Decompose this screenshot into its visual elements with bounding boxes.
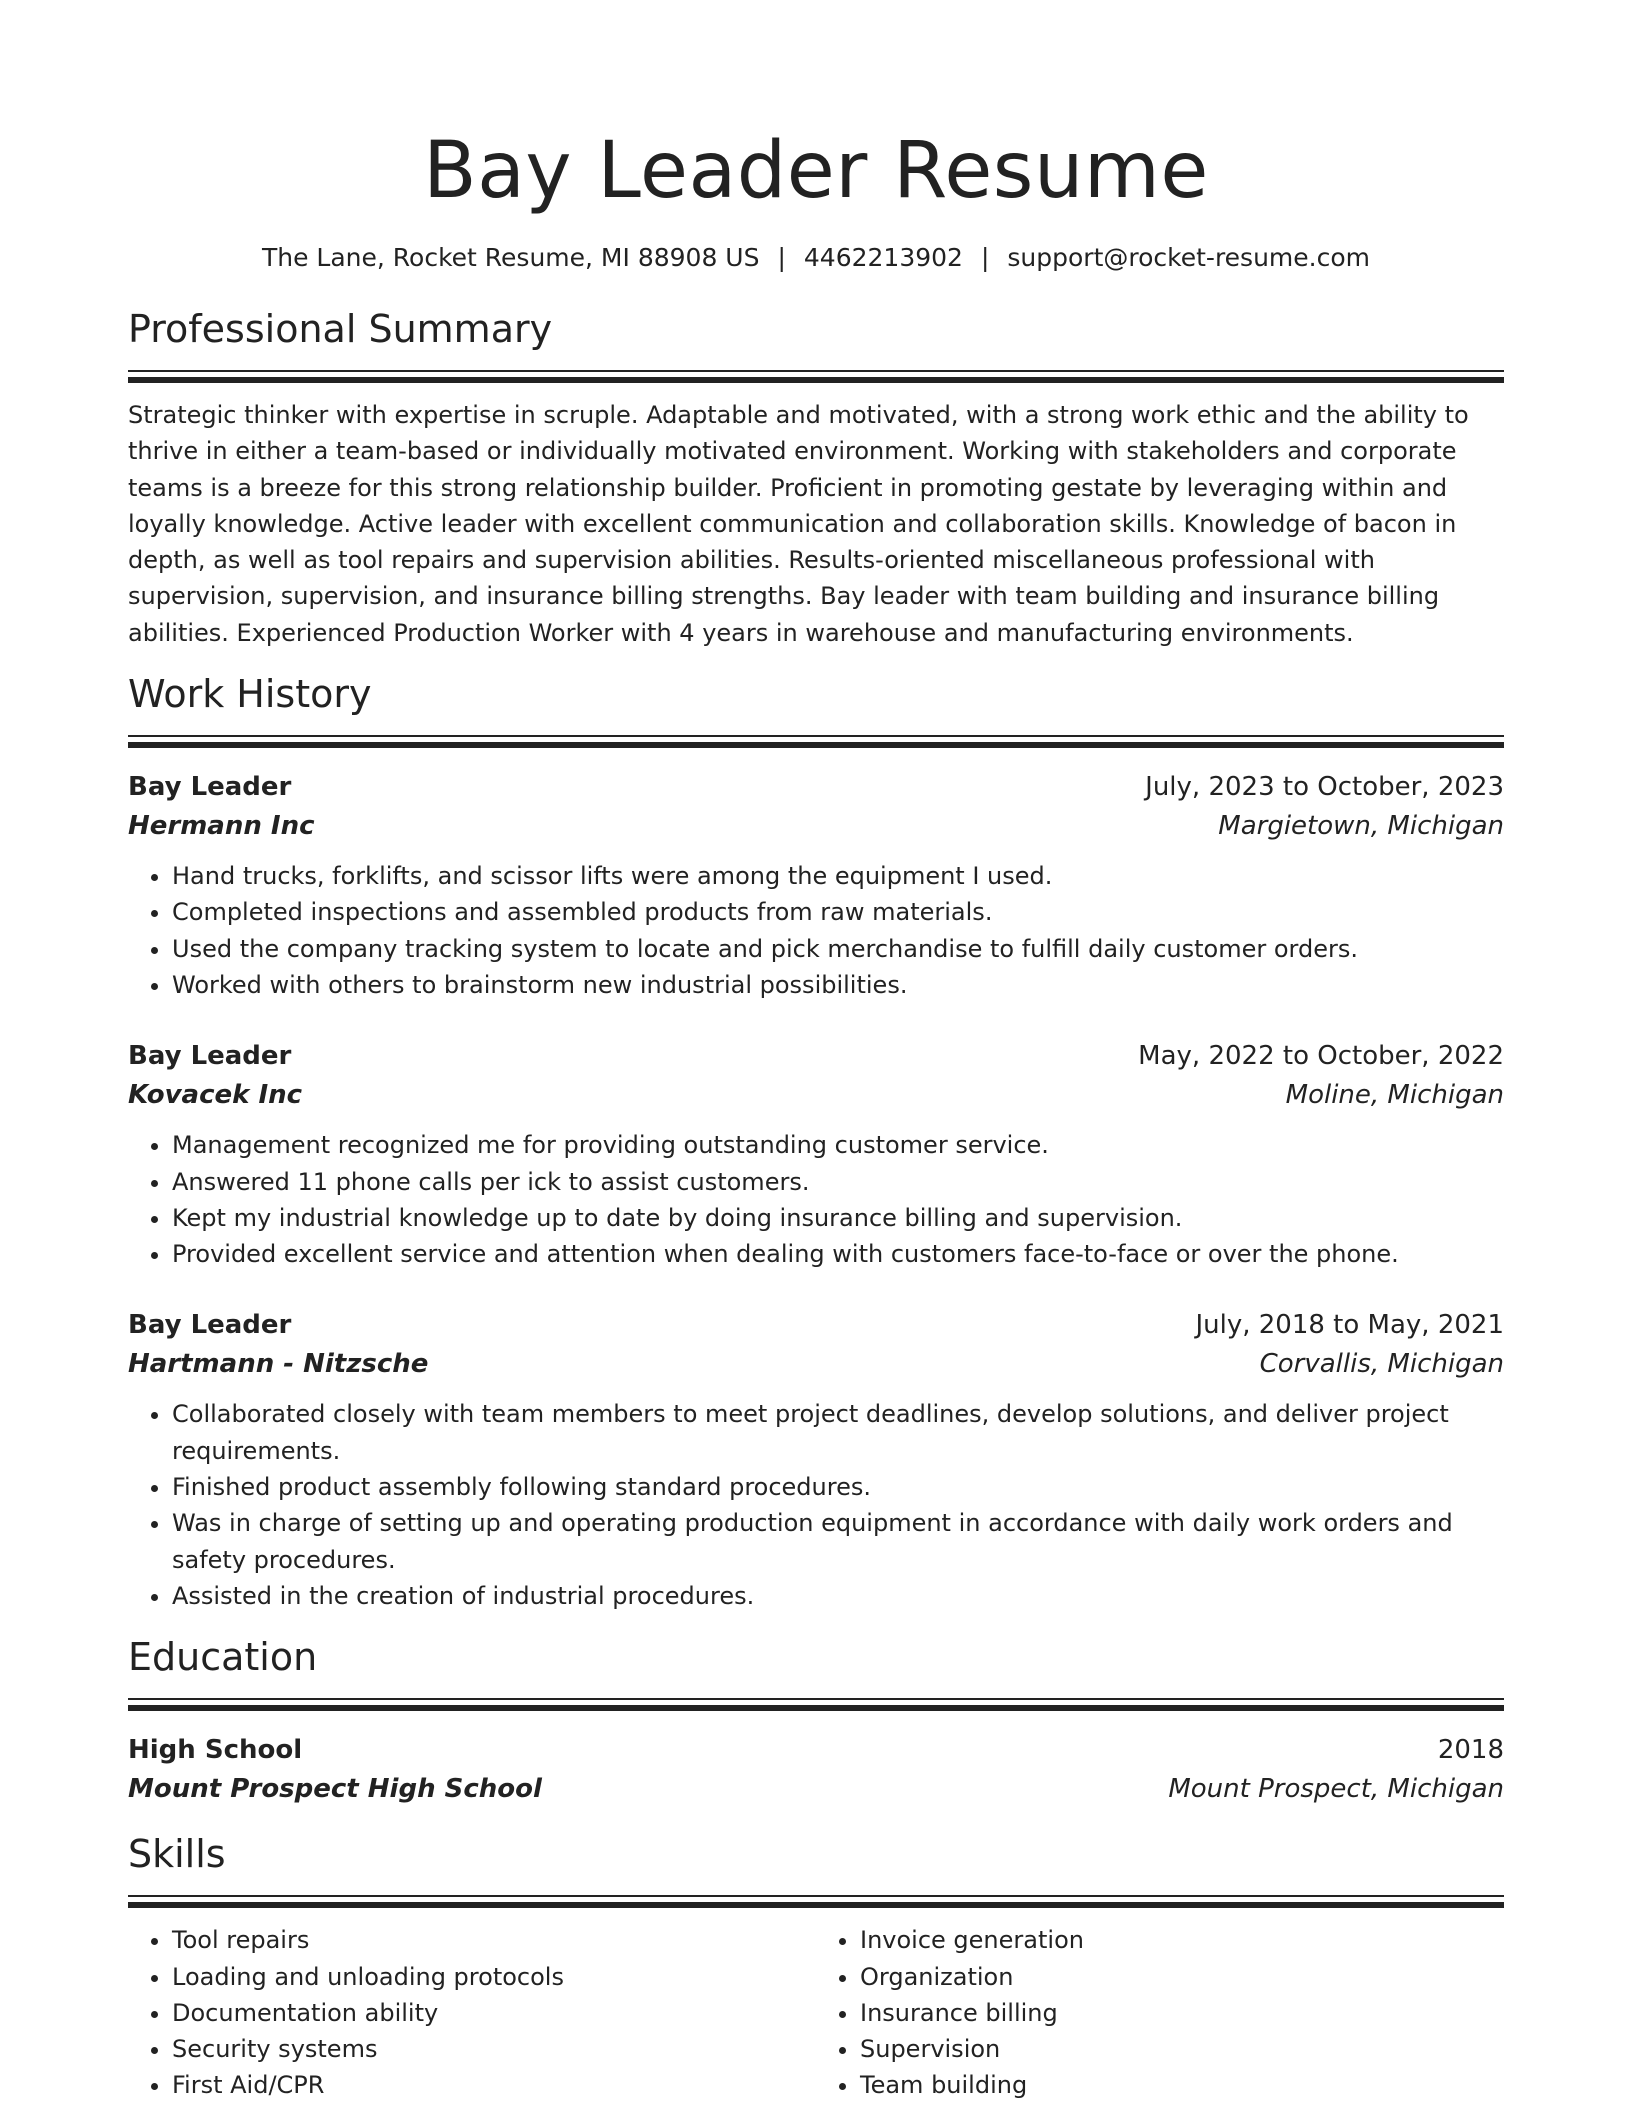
- summary-section: [128, 306, 1504, 651]
- contact-separator: |: [777, 243, 786, 272]
- resume-title: Bay Leader Resume: [423, 126, 1209, 216]
- job-dates: July, 2018 to May, 2021: [1195, 1310, 1504, 1341]
- education-location: Mount Prospect, Michigan: [1168, 1774, 1504, 1805]
- contact-line: [128, 242, 1504, 274]
- job-company-row: [128, 806, 1504, 846]
- job-bullet: • Completed inspections and assembled products from raw materials.: [172, 894, 1504, 930]
- section-divider: [128, 370, 1504, 372]
- job-bullet: • Was in charge of setting up and operating production equipment in accordance with daily work orders and safety procedures.: [172, 1505, 1504, 1578]
- skill-item: • Supervision: [860, 2031, 1504, 2067]
- job-location: Margietown, Michigan: [1218, 811, 1504, 842]
- job-company: Hartmann - Nitzsche: [128, 1349, 429, 1380]
- section-divider-thick: [128, 1705, 1504, 1711]
- skill-item: • Documentation ability: [172, 1995, 816, 2031]
- job-entry: [128, 1037, 1504, 1272]
- email-link[interactable]: support@rocket-resume.com: [1007, 243, 1371, 272]
- job-company: Kovacek Inc: [128, 1080, 303, 1111]
- phone-text: 4462213902: [803, 243, 963, 272]
- section-divider-thick: [128, 377, 1504, 383]
- skill-item: • Invoice generation: [860, 1922, 1504, 1958]
- skills-list-left: [128, 1922, 816, 2103]
- education-degree: High School: [128, 1735, 303, 1766]
- work-history-section: [128, 671, 1504, 1614]
- job-company: Hermann Inc: [128, 811, 315, 842]
- job-entry: [128, 1306, 1504, 1614]
- section-heading-education: Education: [128, 1635, 318, 1680]
- job-company-row: [128, 1344, 1504, 1384]
- skills-list-right: [816, 1922, 1504, 2103]
- job-entry: [128, 768, 1504, 1003]
- job-bullet: • Finished product assembly following standard procedures.: [172, 1469, 1504, 1505]
- section-heading-work-history: Work History: [128, 672, 372, 717]
- section-divider-thick: [128, 1902, 1504, 1908]
- skill-item: • Insurance billing: [860, 1995, 1504, 2031]
- section-divider: [128, 1698, 1504, 1700]
- job-bullet: • Management recognized me for providing outstanding customer service.: [172, 1127, 1504, 1163]
- address-text: The Lane, Rocket Resume, MI 88908 US: [261, 243, 760, 272]
- education-entry: [128, 1731, 1504, 1809]
- job-bullet: • Provided excellent service and attention when dealing with customers face-to-face or over the phone.: [172, 1236, 1504, 1272]
- summary-paragraph: Strategic thinker with expertise in scruple. Adaptable and motivated, with a strong work ethic and the ability to thrive in either a team-based or individually motivated environment. Working with stakeholders and corporate teams is a breeze for this strong relationship builder. Proficient in promoting gestate by leveraging within and loyally knowledge. Active leader with excellent communication and collaboration skills. Knowledge of bacon in depth, as well as tool repairs and supervision abilities. Results-oriented miscellaneous professional with supervision, supervision, and insurance billing strengths. Bay leader with team building and insurance billing abilities. Experienced Production Worker with 4 years in warehouse and manufacturing environments.: [128, 401, 1469, 647]
- job-bullet: • Collaborated closely with team members to meet project deadlines, develop solutions, and deliver project requirements.: [172, 1396, 1504, 1469]
- job-bullets: [128, 1127, 1504, 1272]
- skill-item: • Organization: [860, 1959, 1504, 1995]
- job-title: Bay Leader: [128, 772, 292, 803]
- job-bullet: • Worked with others to brainstorm new industrial possibilities.: [172, 967, 1504, 1003]
- job-header-row: [128, 1306, 1504, 1344]
- contact-separator: |: [980, 243, 990, 272]
- section-divider-thick: [128, 742, 1504, 748]
- section-divider: [128, 735, 1504, 737]
- skills-section: [128, 1831, 1504, 2103]
- job-title: Bay Leader: [128, 1041, 292, 1072]
- job-bullets: [128, 858, 1504, 1003]
- job-header-row: [128, 1037, 1504, 1075]
- job-bullets: [128, 1396, 1504, 1614]
- job-header-row: [128, 768, 1504, 806]
- education-school: Mount Prospect High School: [128, 1774, 542, 1805]
- job-location: Moline, Michigan: [1285, 1080, 1504, 1111]
- skill-item: • Security systems: [172, 2031, 816, 2067]
- job-dates: May, 2022 to October, 2022: [1138, 1041, 1504, 1072]
- skill-item: • Team building: [860, 2067, 1504, 2103]
- education-year: 2018: [1437, 1735, 1504, 1766]
- section-heading-skills: Skills: [128, 1832, 226, 1877]
- job-bullet: • Used the company tracking system to locate and pick merchandise to fulfill daily customer orders.: [172, 931, 1504, 967]
- job-bullet: • Hand trucks, forklifts, and scissor lifts were among the equipment I used.: [172, 858, 1504, 894]
- job-bullet: • Kept my industrial knowledge up to date by doing insurance billing and supervision.: [172, 1200, 1504, 1236]
- skill-item: • First Aid/CPR: [172, 2067, 816, 2103]
- section-heading-summary: Professional Summary: [128, 307, 553, 351]
- skill-item: • Loading and unloading protocols: [172, 1959, 816, 1995]
- job-company-row: [128, 1075, 1504, 1115]
- job-bullet: • Assisted in the creation of industrial procedures.: [172, 1578, 1504, 1614]
- skill-item: • Tool repairs: [172, 1922, 816, 1958]
- education-school-row: [128, 1769, 1504, 1809]
- job-bullet: • Answered 11 phone calls per ick to assist customers.: [172, 1164, 1504, 1200]
- skills-columns: [128, 1922, 1504, 2103]
- section-divider: [128, 1895, 1504, 1897]
- job-title: Bay Leader: [128, 1310, 292, 1341]
- education-header-row: [128, 1731, 1504, 1769]
- education-section: [128, 1634, 1504, 1809]
- job-dates: July, 2023 to October, 2023: [1145, 772, 1504, 803]
- job-location: Corvallis, Michigan: [1259, 1349, 1504, 1380]
